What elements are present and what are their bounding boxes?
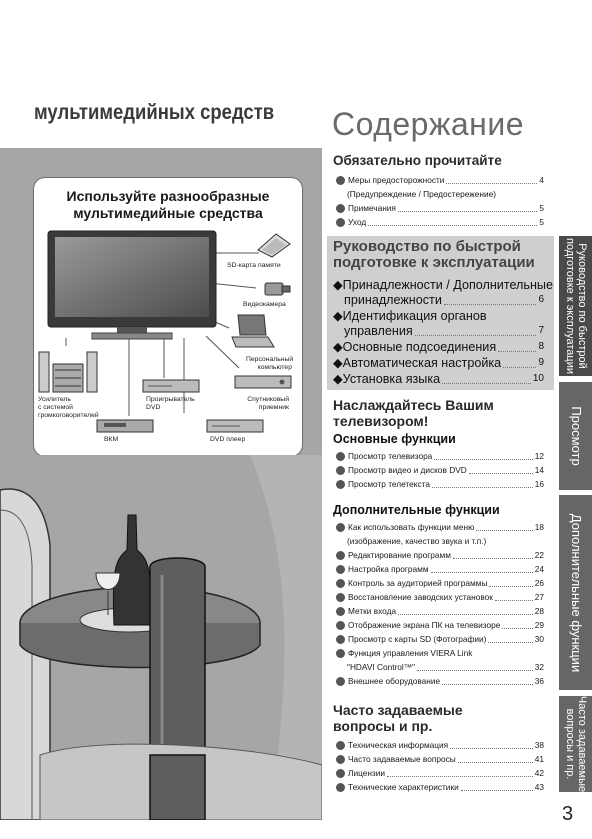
tab-quick-guide[interactable] (559, 236, 592, 376)
satellite-receiver-icon (234, 374, 294, 390)
bullet-icon (336, 649, 345, 658)
left-section-title: мультимедийных средств (34, 101, 275, 124)
must-read-title: Обязательно прочитайте (333, 153, 502, 168)
connection-diagram (33, 177, 303, 457)
toc-entry-sd-photos[interactable]: Просмотр с карты SD (Фотографии) 30 (336, 632, 544, 646)
page-number: 3 (562, 803, 574, 825)
enjoy-title (333, 397, 494, 429)
tab-viewing-label: Просмотр (568, 406, 584, 466)
toc-entry-accessories[interactable]: ◆Принадлежности / Дополнительные (333, 278, 553, 292)
camcorder-label: Видеокамера (243, 301, 286, 308)
toc-entry-teletext[interactable]: Просмотр телетекста 16 (336, 477, 544, 491)
toc-entry-notes[interactable]: Примечания 5 (336, 201, 544, 215)
bullet-icon (336, 677, 345, 686)
enjoy-title-line-2: телевизором! (333, 413, 429, 429)
tab-viewing[interactable] (559, 382, 592, 490)
vcr-icon (96, 418, 156, 434)
quick-guide-title-line-2: подготовке к эксплуатации (333, 254, 535, 271)
toc-entry-edit-programs[interactable]: Редактирование программ 22 (336, 548, 544, 562)
bullet-icon (336, 565, 345, 574)
satellite-label (239, 396, 289, 412)
tab-faq-line-1: Часто задаваемые (575, 695, 588, 793)
toc-entry-language[interactable]: ◆Установка языка 10 (333, 372, 544, 386)
toc-entry-accessories-cont[interactable]: принадлежности 6 (344, 293, 544, 307)
pc-label-line-1: Персональный (246, 356, 294, 363)
toc-entry-audience-control[interactable]: Контроль за аудиторией программы 26 (336, 576, 544, 590)
dvd-recorder-label-line-1: Проигрыватель (146, 396, 195, 403)
speaker-system-icon (37, 346, 99, 394)
sd-card-label: SD-карта памяти (227, 262, 281, 269)
toc-entry-watch-tv[interactable]: Просмотр телевизора 12 (336, 449, 544, 463)
bullet-icon (336, 635, 345, 644)
enjoy-title-line-1: Наслаждайтесь Вашим (333, 397, 494, 413)
sd-card-icon (254, 230, 294, 258)
tab-faq-line-2: вопросы и пр. (563, 708, 576, 780)
faq-title-line-2: вопросы и пр. (333, 718, 433, 734)
dvd-player-label: DVD плеер (210, 436, 246, 443)
toc-entry-input-labels[interactable]: Метки входа 28 (336, 604, 544, 618)
bullet-icon (336, 523, 345, 532)
bullet-icon (336, 579, 345, 588)
toc-entry-care[interactable]: Уход 5 (336, 215, 544, 229)
toc-entry-viera-link-cont[interactable]: "HDAVI Control™" 32 (347, 662, 544, 672)
bullet-icon (336, 452, 345, 461)
diagram-heading-line-1: Используйте разнообразные (66, 188, 270, 204)
toc-entry-viera-link[interactable]: Функция управления VIERA Link (336, 646, 544, 660)
dvd-recorder-label-line-2: DVD (146, 404, 161, 411)
pc-label-line-2: компьютер (257, 364, 292, 371)
tab-advanced-label: Дополнительные функции (568, 513, 584, 672)
toc-entry-menu-cont: (изображение, качество звука и т.п.) (347, 536, 487, 546)
dvd-player-icon (206, 418, 266, 434)
toc-entry-tune-programs[interactable]: Настройка программ 24 (336, 562, 544, 576)
toc-entry-watch-dvd[interactable]: Просмотр видео и дисков DVD 14 (336, 463, 544, 477)
satellite-label-line-2: приемник (258, 404, 289, 411)
diagram-heading-line-2: мультимедийные средства (73, 205, 263, 221)
toc-entry-menu[interactable]: Как использовать функции меню 18 (336, 520, 544, 534)
laptop-icon (230, 313, 276, 351)
toc-entry-connections[interactable]: ◆Основные подсоединения 8 (333, 340, 544, 354)
toc-entry-safety[interactable]: Меры предосторожности 4 (336, 173, 544, 187)
pc-label (246, 356, 292, 372)
toc-entry-tech-info[interactable]: Техническая информация 38 (336, 738, 544, 752)
tab-quick-guide-line-1: Руководство по быстрой (575, 243, 588, 369)
toc-entry-faq[interactable]: Часто задаваемые вопросы 41 (336, 752, 544, 766)
dvd-recorder-icon (142, 378, 202, 394)
amplifier-label (38, 396, 99, 420)
bullet-icon (336, 176, 345, 185)
bullet-icon (336, 480, 345, 489)
advanced-functions-title: Дополнительные функции (333, 503, 500, 517)
quick-guide-title-line-1: Руководство по быстрой (333, 238, 521, 255)
bullet-icon (336, 466, 345, 475)
dvd-recorder-label (146, 396, 195, 412)
toc-entry-external-equipment[interactable]: Внешнее оборудование 36 (336, 674, 544, 688)
faq-title-line-1: Часто задаваемые (333, 702, 463, 718)
satellite-label-line-1: Спутниковый (247, 396, 289, 403)
living-room-illustration (0, 455, 322, 820)
bullet-icon (336, 551, 345, 560)
contents-title: Содержание (332, 106, 525, 142)
bullet-icon (336, 769, 345, 778)
toc-entry-safety-cont: (Предупреждение / Предостережение) (347, 189, 496, 199)
amplifier-label-line-3: громкоговорителей (38, 412, 99, 419)
camcorder-icon (262, 278, 292, 300)
toc-entry-licenses[interactable]: Лицензии 42 (336, 766, 544, 780)
tab-quick-guide-line-2: подготовке к эксплуатации (563, 237, 576, 375)
tab-faq[interactable] (559, 696, 592, 792)
bullet-icon (336, 741, 345, 750)
bullet-icon (336, 218, 345, 227)
toc-entry-controls[interactable]: ◆Идентификация органов (333, 309, 487, 323)
bullet-icon (336, 621, 345, 630)
tv-icon (47, 230, 219, 342)
toc-entry-specs[interactable]: Технические характеристики 43 (336, 780, 544, 794)
toc-entry-factory-reset[interactable]: Восстановление заводских установок 27 (336, 590, 544, 604)
toc-entry-controls-cont[interactable]: управления 7 (344, 324, 544, 338)
tab-advanced[interactable] (559, 495, 592, 690)
amplifier-label-line-2: с системой (38, 404, 73, 411)
bullet-icon (336, 755, 345, 764)
toc-entry-pc-display[interactable]: Отображение экрана ПК на телевизоре 29 (336, 618, 544, 632)
bullet-icon (336, 783, 345, 792)
vcr-label: ВКМ (104, 436, 119, 443)
amplifier-label-line-1: Усилитель (38, 396, 71, 403)
bullet-icon (336, 593, 345, 602)
toc-entry-autosetup[interactable]: ◆Автоматическая настройка 9 (333, 356, 544, 370)
bullet-icon (336, 607, 345, 616)
bullet-icon (336, 204, 345, 213)
basic-functions-title: Основные функции (333, 432, 456, 446)
quick-guide-title (333, 239, 535, 271)
faq-title (333, 702, 463, 734)
